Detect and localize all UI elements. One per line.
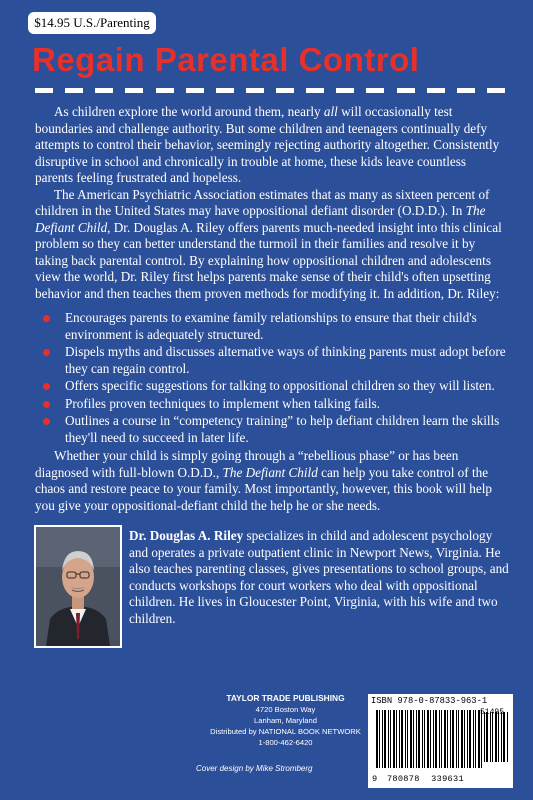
isbn-number: ISBN 978-0-87833-963-1: [371, 696, 488, 706]
author-bio: Dr. Douglas A. Riley specializes in child and adolescent psychology and operates a private outpatient clinic in Newport News, Virginia. He also teaches parenting classes, gives presentations to school groups, and conducts workshops for court workers who deal with oppositional children. He lives in Gloucester Point, Virginia, with his wife and two children.: [129, 528, 509, 626]
ean-left-group: 780878: [386, 774, 420, 784]
publisher-name: TAYLOR TRADE PUBLISHING: [226, 693, 345, 703]
ean-right-group: 339631: [431, 774, 464, 784]
intro-paragraph: As children explore the world around them, nearly all will occasionally test boundaries and challenge authority. But some children and teenagers continually defy attempts to control their behavior, seemingly rejecting authority altogether. Consistently disruptive in school and chronically in trouble at home, these kids leave countless parents feeling frustrated and hopeless.: [35, 104, 500, 185]
author-name: Dr. Douglas A. Riley: [129, 528, 244, 543]
dashed-divider: [35, 88, 505, 94]
distributor-line: Distributed by NATIONAL BOOK NETWORK: [210, 727, 361, 736]
publisher-info: [208, 693, 363, 748]
list-item: Outlines a course in “competency training” to help defiant children learn the skills they'll need to succeed in later life.: [65, 413, 507, 446]
list-item: Offers specific suggestions for talking to oppositional children so they will listen.: [65, 378, 507, 395]
list-item: Profiles proven techniques to implement when talking fails.: [65, 396, 507, 413]
price-label: $14.95 U.S./Parenting: [28, 12, 156, 34]
bullet-icon: [43, 315, 50, 322]
bullet-icon: [43, 418, 50, 425]
benefit-list: [35, 310, 507, 446]
publisher-address-city: Lanham, Maryland: [254, 716, 317, 725]
author-photo: [34, 525, 122, 648]
ean-first-digit: 9: [372, 774, 378, 784]
bullet-icon: [43, 401, 50, 408]
closing-paragraph: Whether your child is simply going through a “rebellious phase” or has been diagnosed with full-blown O.D.D., The Defiant Child can help you take control of the chaos and restore peace to your family. Most importantly, however, this book will help you give your oppositional-defiant child the help he or she needs.: [35, 448, 493, 513]
list-item: Dispels myths and discusses alternative ways of thinking parents must adopt before they can regain control.: [65, 344, 507, 377]
bullet-icon: [43, 383, 50, 390]
price-code: 51495: [480, 708, 505, 717]
publisher-address-street: 4720 Boston Way: [255, 705, 316, 714]
cover-design-credit: Cover design by Mike Stromberg: [196, 764, 313, 773]
ean-digits: [372, 774, 464, 784]
publisher-phone: 1-800-462-6420: [258, 738, 313, 747]
description-text: [35, 104, 507, 454]
list-item: Encourages parents to examine family relationships to ensure that their child's environment is adequately structured.: [65, 310, 507, 343]
statistics-paragraph: The American Psychiatric Association estimates that as many as sixteen percent of children in the United States may have oppositional defiant disorder (O.D.D.). In The Defiant Child, Dr. Douglas A. Riley offers parents much-needed insight into this clinical problem so they can better understand the turmoil in their families and resolve it by taking back parental control. By explaining how oppositional children and adolescents view the world, Dr. Riley first helps parents make sense of their child's often upsetting behavior and then teaches them proven methods for modifying it. In addition, Dr. Riley:: [35, 186, 502, 301]
cover-headline: Regain Parental Control: [32, 41, 420, 78]
bullet-icon: [43, 349, 50, 356]
